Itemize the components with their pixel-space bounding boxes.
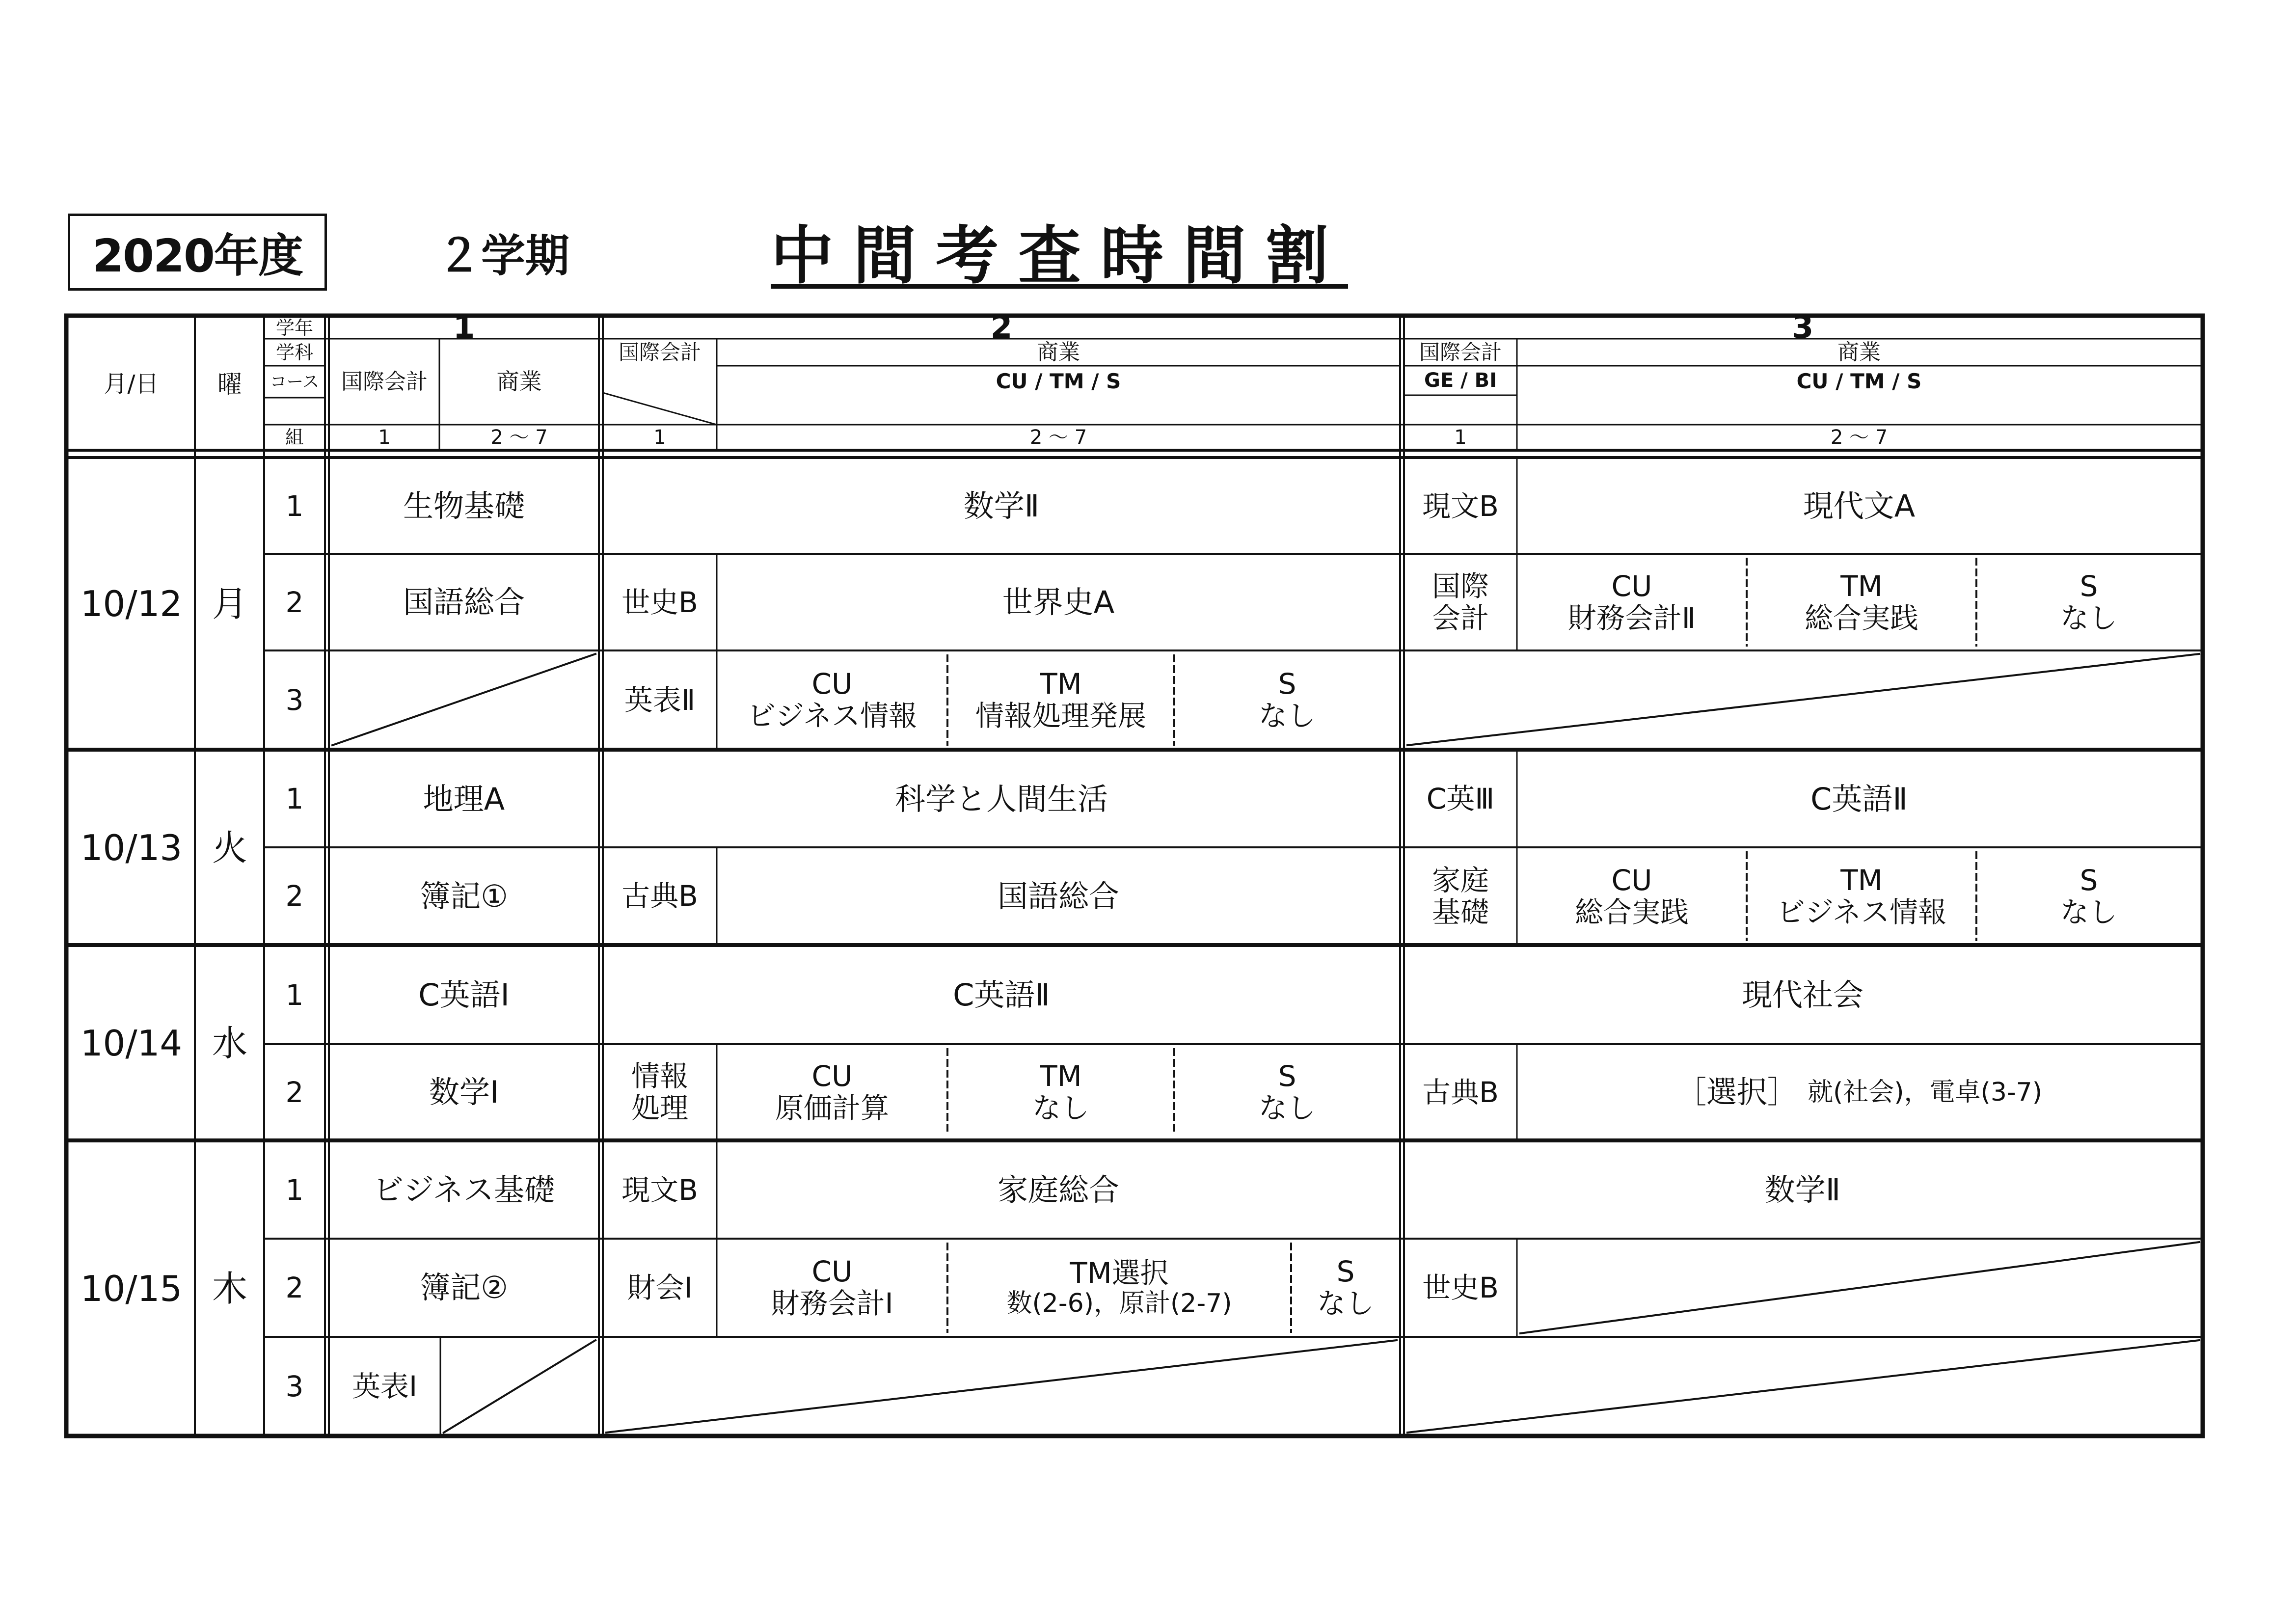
exam-subject: 数学Ⅱ xyxy=(963,488,1040,524)
date-label: 10/15 xyxy=(80,1268,183,1309)
exam-subject: S なし xyxy=(2060,569,2117,635)
exam-subject: C英語Ⅱ xyxy=(953,977,1050,1013)
exam-subject: S なし xyxy=(1258,667,1316,732)
exam-subject: 簿記① xyxy=(420,878,508,914)
exam-subject: 国語総合 xyxy=(403,584,525,621)
exam-subject: 国際 会計 xyxy=(1431,569,1489,635)
exam-subject: 地理A xyxy=(423,781,505,817)
exam-subject: TM ビジネス情報 xyxy=(1776,863,1947,929)
exam-subject: S なし xyxy=(1317,1255,1374,1320)
exam-subject: 簿記② xyxy=(420,1270,508,1306)
grade-3-comm-dept: 商業 xyxy=(1837,340,1881,365)
exam-subject: 科学と人間生活 xyxy=(894,781,1108,817)
exam-subject: 情報 処理 xyxy=(631,1059,688,1125)
grade-2-comm-class: 2 ～ 7 xyxy=(1029,426,1087,449)
exam-subject: 世史B xyxy=(621,585,698,619)
exam-subject: 古典B xyxy=(1422,1075,1499,1109)
grade-1-comm-class: 2 ～ 7 xyxy=(490,426,548,449)
grade-2-comm-dept: 商業 xyxy=(1037,340,1080,365)
date-label: 10/14 xyxy=(80,1022,183,1064)
exam-subject: CU 財務会計Ⅰ xyxy=(771,1255,893,1320)
exam-subject: 財会Ⅰ xyxy=(627,1271,693,1304)
exam-subject: 国語総合 xyxy=(997,878,1119,914)
exam-subject: CU 財務会計Ⅱ xyxy=(1567,569,1696,635)
period-number: 1 xyxy=(285,978,304,1012)
exam-subject: 数学Ⅰ xyxy=(429,1074,499,1110)
period-number: 1 xyxy=(285,1173,304,1207)
exam-subject: 英表Ⅰ xyxy=(351,1369,418,1403)
exam-subject: 世史B xyxy=(1422,1271,1499,1304)
exam-subject: 世界史A xyxy=(1002,584,1115,621)
grade-2-intl-dept: 国際会計 xyxy=(618,340,701,365)
exam-subject: S なし xyxy=(1258,1059,1316,1125)
grade-3-intl-dept: 国際会計 xyxy=(1419,340,1502,365)
period-number: 2 xyxy=(285,585,304,619)
exam-subject: ビジネス基礎 xyxy=(373,1172,555,1208)
exam-subject: 家庭 基礎 xyxy=(1431,863,1489,929)
exam-subject: C英語Ⅰ xyxy=(418,977,510,1013)
grade-3-header: 3 xyxy=(1791,309,1814,346)
exam-subject: S なし xyxy=(2060,863,2117,929)
exam-subject: TM 情報処理発展 xyxy=(975,667,1146,732)
term-label: ２学期 xyxy=(437,230,569,282)
exam-subject: C英Ⅲ xyxy=(1426,782,1495,816)
grade-row-label: 学年 xyxy=(275,317,313,339)
weekday-column-header: 曜 xyxy=(217,370,242,399)
page-title: 中間考査時間割 xyxy=(771,219,1349,293)
dept-row-label: 学科 xyxy=(275,341,313,363)
class-row-label: 組 xyxy=(285,426,304,448)
exam-subject: 生物基礎 xyxy=(403,488,525,524)
grade-3-intl-course: GE / BI xyxy=(1424,369,1497,392)
grade-2-comm-course: CU / TM / S xyxy=(996,369,1121,393)
grade-3-comm-class: 2 ～ 7 xyxy=(1830,426,1888,449)
grade-1-header: 1 xyxy=(453,309,475,346)
exam-subject: 現代社会 xyxy=(1741,977,1863,1013)
grade-2-header: 2 xyxy=(990,309,1013,346)
grade-3-intl-class: 1 xyxy=(1454,426,1467,449)
grade-1-comm-dept: 商業 xyxy=(496,368,542,395)
exam-subject: CU 原価計算 xyxy=(775,1059,889,1125)
course-row-label: コース xyxy=(270,372,320,392)
date-label: 10/13 xyxy=(80,827,183,868)
exam-subject: ［選択］ 就(社会)，電卓(3-7) xyxy=(1675,1074,2043,1110)
grade-1-intl-dept: 国際会計 xyxy=(341,369,428,395)
period-number: 3 xyxy=(285,1369,304,1403)
exam-subject: TM 総合実践 xyxy=(1804,569,1918,635)
grade-2-intl-class: 1 xyxy=(653,426,666,449)
exam-subject: C英語Ⅱ xyxy=(1810,781,1908,817)
weekday-label: 月 xyxy=(212,583,247,624)
grade-3-comm-course: CU / TM / S xyxy=(1796,369,1922,393)
exam-subject: 家庭総合 xyxy=(997,1172,1119,1208)
exam-subject: 古典B xyxy=(621,879,698,913)
period-number: 2 xyxy=(285,879,304,913)
period-number: 2 xyxy=(285,1271,304,1304)
school-year-label: 2020年度 xyxy=(68,214,327,291)
period-number: 2 xyxy=(285,1075,304,1109)
period-number: 1 xyxy=(285,489,304,523)
exam-subject: 現文B xyxy=(1422,489,1499,523)
exam-subject: 現文B xyxy=(621,1173,698,1207)
exam-subject: CU ビジネス情報 xyxy=(747,667,918,732)
date-column-header: 月/日 xyxy=(104,370,159,398)
exam-subject: TM なし xyxy=(1032,1059,1089,1125)
exam-subject: 現代文A xyxy=(1803,488,1916,524)
weekday-label: 水 xyxy=(212,1022,247,1064)
exam-subject: TM選択 数(2-6)，原計(2-7) xyxy=(1006,1256,1232,1319)
exam-subject: 英表Ⅱ xyxy=(624,683,696,717)
exam-subject: CU 総合実践 xyxy=(1574,863,1689,929)
exam-subject: 数学Ⅱ xyxy=(1764,1172,1841,1208)
period-number: 3 xyxy=(285,683,304,717)
weekday-label: 火 xyxy=(212,827,247,868)
period-number: 1 xyxy=(285,782,304,816)
date-label: 10/12 xyxy=(80,583,183,624)
grade-1-intl-class: 1 xyxy=(378,426,391,449)
weekday-label: 木 xyxy=(212,1268,247,1309)
